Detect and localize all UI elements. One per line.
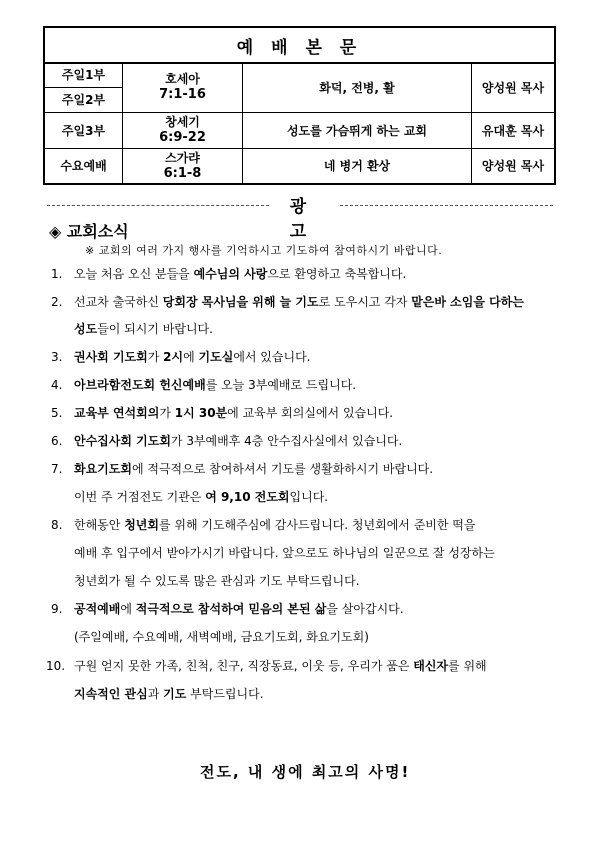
item-text: (주일예배, 수요예배, 새벽예배, 금요기도회, 화요기도회)	[74, 630, 369, 644]
announcement-line	[51, 404, 393, 421]
item-text: 에 적극적으로 참여하셔서 기도를 생활화하시기 바랍니다.	[131, 462, 434, 476]
item-text: 에서 있습니다.	[233, 350, 311, 364]
emphasis-text: 기도	[163, 687, 187, 701]
item-text: 청년회가 될 수 있도록 많은 관심과 기도 부탁드립니다.	[74, 574, 360, 588]
item-text: 를 위해	[448, 659, 487, 673]
announcement-line	[51, 516, 475, 533]
item-text: 예배 후 입구에서 받아가시기 바랍니다. 앞으로도 하나님의 일꾼으로 잘 성장하는	[74, 546, 495, 560]
scripture-verse: 6:1-8	[163, 165, 202, 181]
item-number: 7.	[51, 462, 63, 476]
emphasis-text: 예수님의 사랑	[193, 267, 268, 281]
emphasis-text: 화요기도회	[74, 462, 132, 476]
item-number: 5.	[51, 406, 63, 420]
item-text: 을 살아갑시다.	[326, 602, 404, 616]
emphasis-text: 여 9,10 전도회	[205, 490, 290, 504]
item-text: 가	[159, 406, 175, 420]
scripture-verse: 7:1-16	[159, 87, 206, 102]
announcement-line	[46, 657, 487, 674]
item-text: 를 오늘 3부예배로 드립니다.	[205, 378, 357, 392]
item-text: 으로 환영하고 축복합니다.	[267, 267, 407, 281]
emphasis-text: 지속적인 관심	[74, 687, 148, 701]
announcement-line	[74, 628, 369, 645]
preacher: 양성원 목사	[481, 80, 545, 95]
service-cell	[45, 62, 123, 112]
service-label: 주일2부	[61, 93, 106, 107]
item-number: 6.	[51, 434, 63, 448]
emphasis-text: 안수집사회 기도회	[74, 434, 171, 448]
item-text: 오늘 처음 오신 분들을	[74, 267, 194, 281]
service-label: 주일3부	[45, 112, 123, 148]
item-text: 선교차 출국하신	[74, 295, 163, 309]
item-number: 10.	[46, 659, 66, 673]
emphasis-text: 적극적으로 참석하여 믿음의 본된 삶	[135, 602, 327, 616]
item-text: 구원 얻지 못한 가족, 친척, 친구, 직장동료, 이웃 등, 우리가 품은	[74, 659, 414, 673]
sermon-title: 성도를 가슴뛰게 하는 교회	[243, 112, 472, 148]
item-number: 3.	[51, 350, 63, 364]
announcement-line	[51, 293, 524, 310]
emphasis-text: 1시 30분	[174, 406, 228, 420]
item-text: 로 도우시고 각자	[318, 295, 412, 309]
item-text: 과	[147, 687, 164, 701]
item-text: 이번 주 거점전도 기관은	[74, 490, 206, 504]
emphasis-text: 아브라함전도회 헌신예배	[74, 378, 206, 392]
scripture-book: 호세아	[165, 72, 200, 86]
worship-row-wednesday	[45, 148, 554, 183]
service-label: 수요예배	[45, 148, 123, 183]
footer-slogan: 전도, 내 생에 최고의 사명!	[200, 763, 411, 781]
item-text: 부탁드립니다.	[186, 687, 264, 701]
worship-table	[43, 26, 556, 185]
item-number: 2.	[51, 295, 63, 309]
announcement-line	[51, 348, 311, 365]
item-number: 4.	[51, 378, 63, 392]
scripture-cell	[123, 62, 243, 112]
emphasis-text: 공적예배	[74, 602, 121, 616]
note-text: ※ 교회의 여러 가지 행사를 기억하시고 기도하여 참여하시기 바랍니다.	[85, 244, 443, 257]
preacher: 양성원 목사	[481, 159, 545, 173]
item-text: 들이 되시기 바랍니다.	[97, 322, 213, 336]
divider	[45, 87, 123, 88]
section-title: ◈ 교회소식	[49, 222, 129, 241]
item-number: 1.	[51, 267, 63, 281]
preacher: 유대훈 목사	[481, 123, 545, 138]
emphasis-text: 성도	[74, 322, 98, 336]
worship-table-title: 예 배 본 문	[45, 28, 554, 64]
scripture-verse: 6:9-22	[159, 130, 206, 145]
emphasis-text: 권사회 기도회	[74, 350, 148, 364]
item-text: 에	[120, 602, 136, 616]
announcement-line	[74, 320, 213, 337]
item-number: 8.	[51, 518, 63, 532]
sermon-title: 네 병거 환상	[243, 148, 472, 183]
emphasis-text: 태신자	[413, 659, 449, 673]
emphasis-text: 맡은바 소임을 다하는	[411, 295, 524, 309]
emphasis-text: 교육부 연석회의	[74, 406, 160, 420]
sermon-title: 화덕, 전병, 활	[243, 62, 472, 112]
emphasis-text: 기도실	[198, 350, 234, 364]
item-text: 가	[147, 350, 164, 364]
item-text: 입니다.	[289, 490, 329, 504]
item-text: 에 교육부 회의실에서 있습니다.	[227, 406, 394, 420]
emphasis-text: 2시	[163, 350, 184, 364]
scripture-book: 창세기	[165, 115, 200, 129]
announcement-line	[51, 376, 356, 393]
announcement-line	[74, 685, 264, 702]
announcement-line	[51, 460, 433, 477]
worship-row-sunday-1-2	[45, 62, 554, 113]
worship-row-sunday-3	[45, 112, 554, 149]
item-text: 가 3부예배후 4층 안수집사실에서 있습니다.	[170, 434, 403, 448]
item-text: 한해동안	[74, 518, 125, 532]
announcement-line	[51, 432, 402, 449]
announcement-line	[51, 600, 404, 617]
dashed-rule	[340, 205, 553, 206]
announcement-line	[74, 488, 328, 505]
scripture-cell	[123, 148, 243, 183]
announcement-line	[74, 544, 495, 561]
service-label: 주일1부	[61, 68, 106, 82]
dashed-rule	[47, 205, 269, 206]
emphasis-text: 당회장 목사님을 위해 늘 기도	[162, 295, 319, 309]
item-text: 에	[183, 350, 199, 364]
item-text: 를 위해 기도해주심에 감사드립니다. 청년회에서 준비한 떡을	[158, 518, 476, 532]
item-number: 9.	[51, 602, 63, 616]
scripture-book: 스가랴	[165, 150, 200, 165]
announcements-title: 광 고	[289, 197, 321, 242]
announcement-line	[74, 572, 360, 589]
announcement-line	[51, 265, 406, 282]
scripture-cell	[123, 112, 243, 148]
emphasis-text: 청년회	[124, 518, 159, 532]
